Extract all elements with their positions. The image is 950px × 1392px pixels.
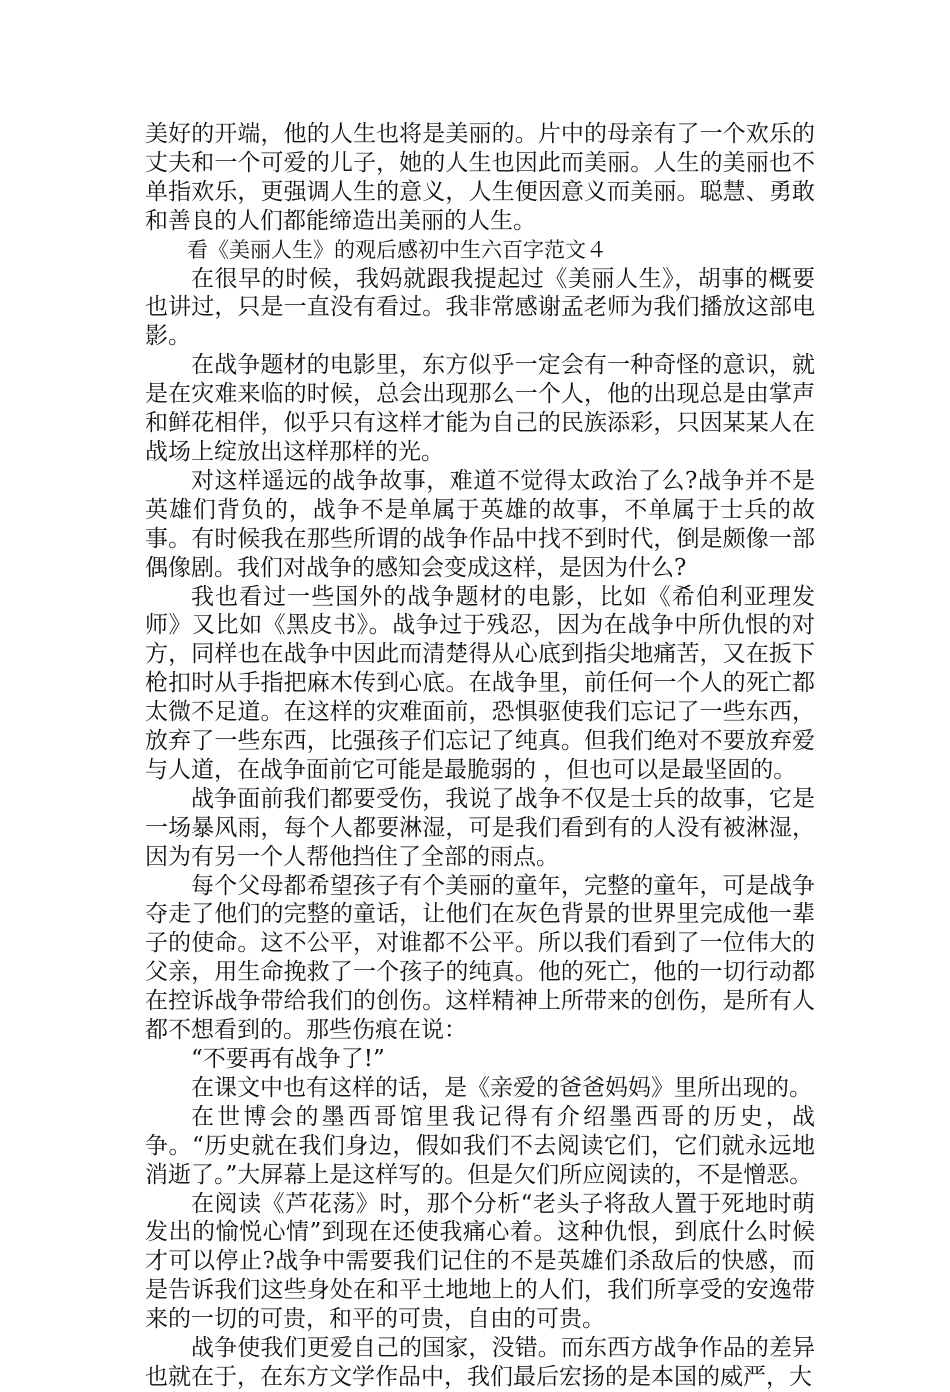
paragraph-continued: 美好的开端，他的人生也将是美丽的。片中的母亲有了一个欢乐的丈夫和一个可爱的儿子，她的人生也因此而美丽。人生的美丽也不单指欢乐，更强调人生的意义，人生便因意义而美丽。聪慧、勇敢和善良的人们都能缔造出美丽的人生。 [145, 121, 815, 234]
paragraph: 对这样遥远的战争故事，难道不觉得太政治了么?战争并不是英雄们背负的，战争不是单属于英雄的故事，不单属于士兵的故事。有时候我在那些所谓的战争作品中找不到时代，倒是颇像一部偶像剧。我们对战争的感知会变成这样，是因为什么? [145, 467, 815, 581]
section-heading: 看《美丽人生》的观后感初中生六百字范文４ [187, 237, 607, 262]
paragraph: 在很早的时候，我妈就跟我提起过《美丽人生》，胡事的概要也讲过，只是一直没有看过。我非常感谢孟老师为我们播放这部电影。 [145, 265, 815, 350]
quote-line: “不要再有战争了!” [191, 1046, 385, 1072]
paragraph: 在世博会的墨西哥馆里我记得有介绍墨西哥的历史，战争。“历史就在我们身边，假如我们不去阅读它们，它们就永远地消逝了。”大屏幕上是这样写的。但是欠们所应阅读的，不是憎恶。 [145, 1103, 815, 1188]
paragraph: 在课文中也有这样的话，是《亲爱的爸爸妈妈》里所出现的。 [191, 1074, 812, 1101]
paragraph: 战争使我们更爱自己的国家，没错。而东西方战争作品的差异也就在于，在东方文学作品中，我们最后宏扬的是本国的威严，大 [145, 1335, 815, 1390]
paragraph: 我也看过一些国外的战争题材的电影，比如《希伯利亚理发师》又比如《黑皮书》。战争过于残忍，因为在战争中所仇恨的对方，同样也在战争中因此而清楚得从心底到指尖地痛苦，又在扳下枪扣时从手指把麻木传到心底。在战争里，前任何一个人的死亡都太微不足道。在这样的灾难面前，恐惧驱使我们忘记了一些东西，放弃了一些东西，比强孩子们忘记了纯真。但我们绝对不要放弃爱与人道，在战争面前它可能是最脆弱的 ，但也可以是最坚固的。 [145, 583, 815, 783]
document-body [145, 120, 815, 1392]
paragraph: 在阅读《芦花荡》时，那个分析“老头子将敌人置于死地时萌发出的愉悦心情”到现在还使我痛心着。这种仇恨，到底什么时候才可以停止?战争中需要我们记住的不是英雄们杀敌后的快感，而是告诉我们这些身处在和平土地地上的人们，我们所享受的安逸带来的一切的可贵，和平的可贵，自由的可贵。 [145, 1190, 815, 1333]
paragraph: 每个父母都希望孩子有个美丽的童年，完整的童年，可是战争夺走了他们的完整的童话，让他们在灰色背景的世界里完成他一辈子的使命。这不公平，对谁都不公平。所以我们看到了一位伟大的父亲，用生命挽救了一个孩子的纯真。他的死亡，他的一切行动都在控诉战争带给我们的创伤。这样精神上所带来的创伤，是所有人都不想看到的。那些伤痕在说： [145, 872, 815, 1044]
paragraph: 在战争题材的电影里，东方似乎一定会有一种奇怪的意识，就是在灾难来临的时候，总会出现那么一个人，他的出现总是由掌声和鲜花相伴，似乎只有这样才能为自己的民族添彩，只因某某人在战场上绽放出这样那样的光。 [145, 352, 815, 465]
paragraph: 战争面前我们都要受伤，我说了战争不仅是士兵的故事，它是一场暴风雨，每个人都要淋湿，可是我们看到有的人没有被淋湿，因为有另一个人帮他挡住了全部的雨点。 [145, 785, 815, 870]
